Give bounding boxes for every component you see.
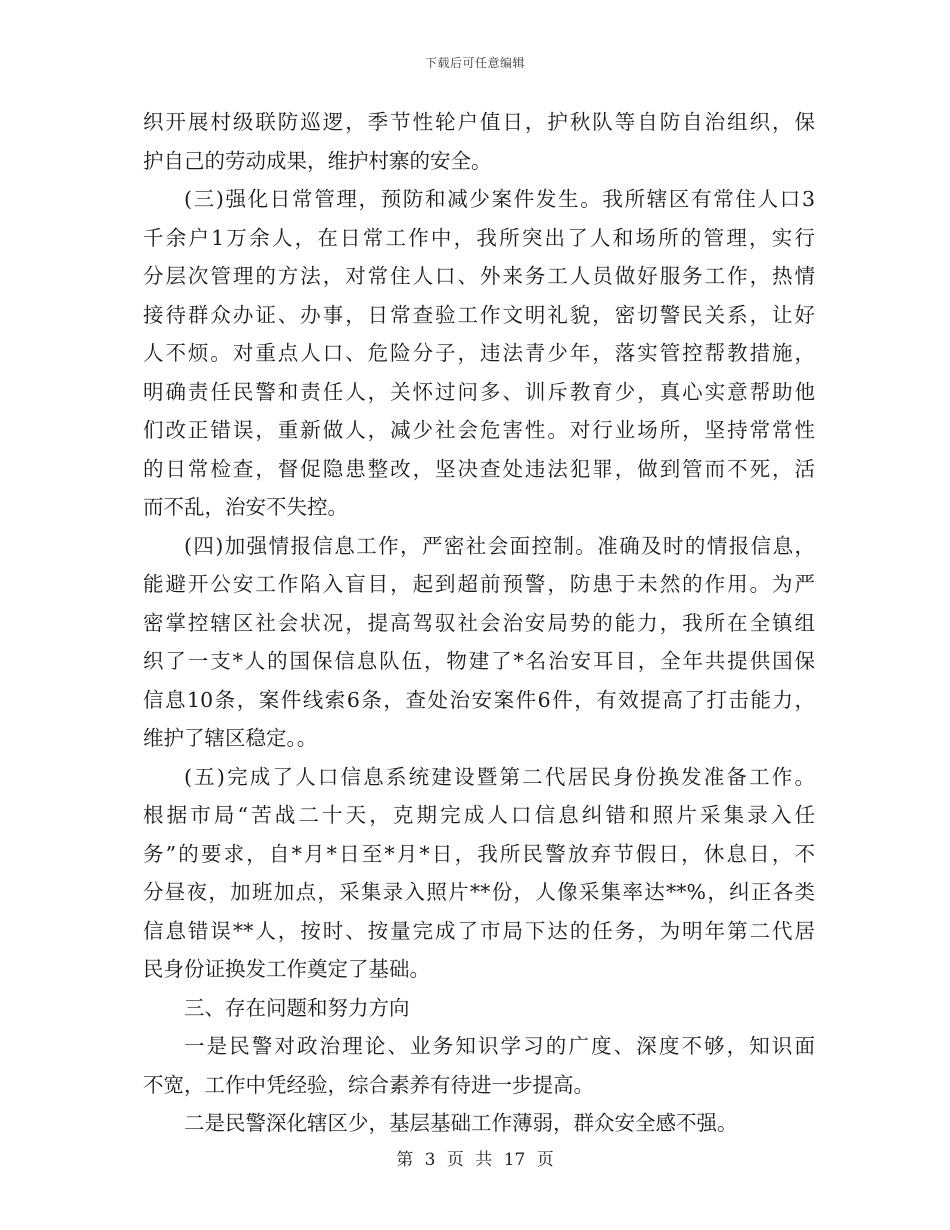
text-line: 千余户1万余人，在日常工作中，我所突出了人和场所的管理，实行 — [143, 225, 815, 250]
text-line: 织了一支*人的国保信息队伍，物建了*名治安耳目，全年共提供国保 — [143, 649, 815, 673]
text-line: 务”的要求，自*月*日至*月*日，我所民警放弃节假日，休息日，不 — [143, 841, 815, 866]
text-line: 民身份证换发工作奠定了基础。 — [143, 957, 430, 981]
text-line: 护自己的劳动成果，维护村寨的安全。 — [143, 148, 492, 173]
text-line: 明确责任民警和责任人，关怀过问多、训斥教育少，真心实意帮助他 — [143, 379, 815, 404]
text-line: 的日常检查，督促隐患整改，坚决查处违法犯罪，做到管而不死，活 — [143, 456, 815, 481]
section-heading-line: 二是民警深化辖区少，基层基础工作薄弱，群众安全感不强。 — [184, 1111, 738, 1135]
text-line: 而不乱，治安不失控。 — [143, 495, 348, 519]
page-header: 下载后可任意编辑 — [424, 56, 525, 70]
text-line: 们改正错误，重新做人，减少社会危害性。对行业场所，坚持常常性 — [143, 418, 815, 442]
text-line: 根据市局“苦战二十天，克期完成人口信息纠错和照片采集录入任 — [143, 803, 815, 827]
chapter-heading: 三、存在问题和努力方向 — [184, 995, 410, 1020]
text-line: 信息错误**人，按时、按量完成了市局下达的任务，为明年第二代居 — [143, 918, 815, 943]
section-heading-line: (四)加强情报信息工作，严密社会面控制。准确及时的情报信息， — [184, 533, 815, 558]
text-line: 织开展村级联防巡逻，季节性轮户值日，护秋队等自防自治组织，保 — [143, 110, 815, 134]
text-line: 能避开公安工作陷入盲目，起到超前预警，防患于未然的作用。为严 — [143, 572, 815, 596]
text-line: 人不烦。对重点人口、危险分子，违法青少年，落实管控帮教措施， — [143, 341, 815, 365]
text-line: 维护了辖区稳定。。 — [143, 726, 318, 750]
text-line: 分昼夜，加班加点，采集录入照片**份，人像采集率达**%，纠正各类 — [143, 880, 815, 904]
text-line: 不宽，工作中凭经验，综合素养有待进一步提高。 — [143, 1072, 594, 1097]
page-number-footer: 第 3 页 共 17 页 — [396, 1150, 554, 1170]
text-line: 分层次管理的方法，对常住人口、外来务工人员做好服务工作，热情 — [143, 264, 815, 288]
text-line: 接待群众办证、办事，日常查验工作文明礼貌，密切警民关系，让好 — [143, 302, 815, 327]
section-heading-line: (三)强化日常管理，预防和减少案件发生。我所辖区有常住人口3 — [184, 187, 815, 211]
text-line: 信息10条，案件线索6条，查处治安案件6件，有效提高了打击能力， — [143, 687, 815, 712]
body-text — [143, 103, 815, 1143]
section-heading-line: 一是民警对政治理论、业务知识学习的广度、深度不够，知识面 — [184, 1034, 815, 1058]
section-heading-line: (五)完成了人口信息系统建设暨第二代居民身份换发准备工作。 — [184, 764, 815, 789]
text-line: 密掌控辖区社会状况，提高驾驭社会治安局势的能力，我所在全镇组 — [143, 610, 815, 635]
